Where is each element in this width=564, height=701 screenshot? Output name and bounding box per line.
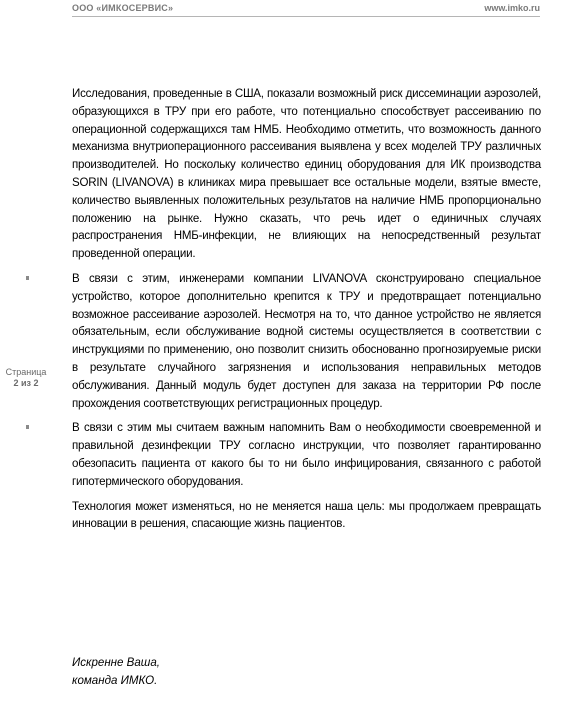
paragraph-research: Исследования, проведенные в США, показали возможный риск диссеминации аэрозолей, образующихся в ТРУ при его работе, что потенциально способствует рассеиванию по операционной содержащихся там НМБ. Необходимо отметить, что возможность данного механизма внутриоперационного рассеивания выявлена у всех моделей ТРУ различных производителей. Но поскольку количество единиц оборудования для ИК производства SORIN (LIVANOVA) в клиниках мира превышает все остальные модели, взятые вместе, количество выявленных положительных результатов на наличие НМБ пропорционально положению на рынке. Нужно сказать, что речь идет о единичных случаях распространения НМБ-инфекции, не влияющих на непосредственный результат проведенной операции. (72, 88, 541, 261)
page-indicator (4, 367, 48, 389)
signature-line-2: команда ИМКО. (72, 675, 158, 687)
signature (72, 654, 160, 690)
paragraph-technology: Технология может изменяться, но не меняется наша цель: мы продолжаем превращать инновации в решения, спасающие жизнь пациентов. (72, 500, 541, 531)
letter-body (72, 86, 541, 541)
page-indicator-number: 2 из 2 (13, 378, 39, 388)
header-divider (72, 16, 540, 17)
signature-line-1: Искренне Ваша, (72, 657, 161, 669)
paragraph-disinfection (72, 420, 541, 491)
bullet-icon (26, 425, 29, 429)
website-url: www.imko.ru (484, 3, 540, 13)
company-name: ООО «ИМКОСЕРВИС» (72, 3, 174, 13)
page-indicator-label: Страница (5, 367, 47, 377)
paragraph-device-text: В связи с этим, инженерами компании LIVANOVA сконструировано специальное устройство, которое дополнительно крепится к ТРУ и предотвращает потенциально возможное рассеивание аэрозолей. Несмотря на то, что данное устройство не является обязательным, если обслуживание водной системы осуществляется в соответствии с инструкциями по применению, оно позволит снизить обоснованно прогнозируемые риски в результате случайного загрязнения и использования неправильных методов обслуживания. Данный модуль будет доступен для заказа на территории РФ после прохождения соответствующих регистрационных процедур. (72, 272, 541, 410)
paragraph-disinfection-text: В связи с этим мы считаем важным напомнить Вам о необходимости своевременной и правильной дезинфекции ТРУ согласно инструкции, что позволяет гарантированно обезопасить пациента от какого бы то ни было инфицирования, связанного с работой гипотермического оборудования. (72, 422, 541, 488)
bullet-icon (26, 276, 29, 280)
paragraph-device (72, 271, 541, 413)
page-header (0, 0, 564, 18)
